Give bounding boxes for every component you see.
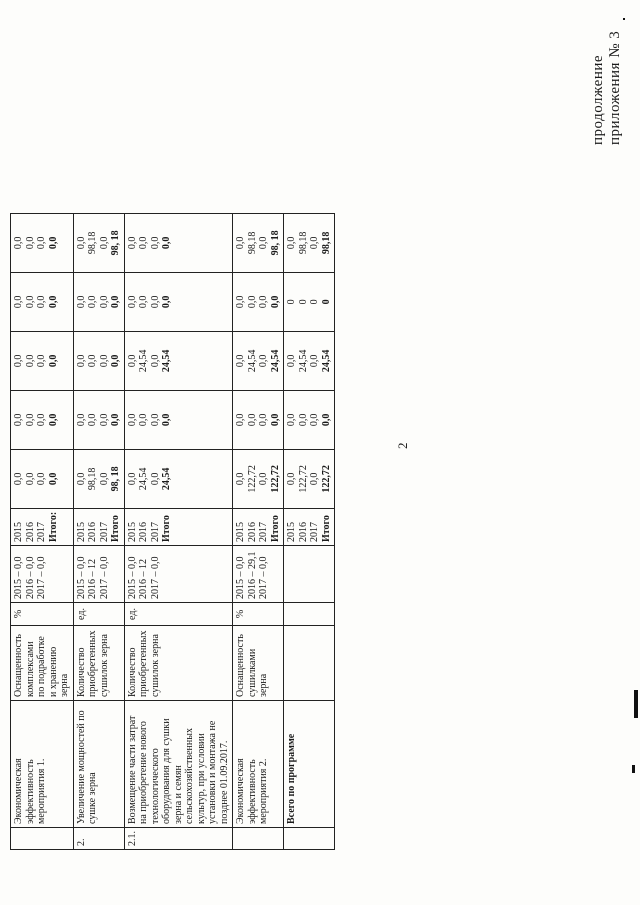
amount-cell-line: 98,18: [297, 231, 309, 255]
target-values-line: 2016 – 0,0: [24, 556, 36, 599]
amount-cell-line: 0,0: [149, 354, 161, 368]
amount-cell: [73, 390, 124, 449]
scan-mark: [632, 765, 635, 773]
amount-cell-line: 0,0: [269, 413, 281, 427]
amount-cell-line: 0,0: [13, 236, 24, 250]
amount-cell-line: 0,0: [235, 354, 246, 368]
amount-cell-line: 0,0: [149, 413, 161, 427]
row-name: Экономическая эффективность мероприятия 1.: [11, 701, 74, 828]
amount-cell-line: 0,0: [235, 236, 246, 250]
amount-cell-line: 0,0: [47, 413, 59, 427]
amount-cell: [284, 390, 335, 449]
amount-cell-line: 0,0: [246, 413, 258, 427]
amount-cell-line: 0,0: [258, 472, 269, 486]
year-cell-line: 2017: [258, 522, 269, 542]
year-cell-line: Итого: [269, 515, 281, 542]
amount-cell-line: 0,0: [47, 236, 59, 250]
amount-cell: [11, 390, 74, 449]
year-cell: [233, 508, 284, 545]
target-values: [284, 546, 335, 603]
amount-cell-line: 0,0: [297, 413, 309, 427]
amount-cell-line: 0,0: [286, 472, 297, 486]
amount-cell-line: 0,0: [13, 354, 24, 368]
amount-cell: [11, 331, 74, 390]
amount-cell-line: 122,72: [320, 465, 332, 493]
target-values: [124, 546, 233, 603]
amount-cell-line: 0,0: [235, 472, 246, 486]
row-unit: ед.: [124, 603, 233, 626]
year-cell-line: 2015: [13, 522, 24, 542]
amount-cell-line: 0,0: [138, 413, 149, 427]
amount-cell-line: 0,0: [47, 472, 59, 486]
amount-cell-line: 0,0: [98, 472, 110, 486]
amount-cell-line: 98, 18: [110, 466, 121, 492]
amount-cell-line: 24,54: [138, 467, 149, 491]
amount-cell-line: 0,0: [47, 354, 59, 368]
amount-cell-line: 0,0: [138, 236, 149, 250]
amount-cell-line: 0,0: [13, 472, 24, 486]
amount-cell: [73, 213, 124, 272]
amount-cell-line: 0,0: [75, 354, 87, 368]
year-cell-line: Итого:: [47, 511, 59, 542]
amount-cell: [124, 390, 233, 449]
amount-cell-line: 0,0: [36, 236, 47, 250]
row-number: [284, 828, 335, 850]
amount-cell: [284, 272, 335, 331]
amount-cell-line: 0,0: [138, 295, 149, 309]
amount-cell-line: 0,0: [246, 295, 258, 309]
amount-cell-line: 0,0: [286, 413, 297, 427]
amount-cell-line: 0,0: [75, 295, 87, 309]
target-values-line: 2017 – 0,0: [36, 556, 47, 599]
target-values-line: 2015 – 0,0: [126, 556, 138, 599]
amount-cell: [73, 449, 124, 508]
amount-cell-line: 0,0: [13, 413, 24, 427]
amount-cell-line: 98,18: [320, 231, 332, 255]
row-indicator: Оснащенность комплексами по подработке и хранению зерна: [11, 626, 74, 701]
target-values: [233, 546, 284, 603]
amount-cell-line: 0,0: [24, 413, 36, 427]
amount-cell-line: 0,0: [320, 413, 332, 427]
year-cell-line: 2016: [138, 522, 149, 542]
amount-cell: [233, 390, 284, 449]
amount-cell-line: 122,72: [246, 465, 258, 493]
amount-cell-line: 24,54: [246, 349, 258, 373]
year-cell-line: Итого: [161, 515, 172, 542]
amount-cell-line: 0,0: [126, 413, 138, 427]
amount-cell-line: 24,54: [269, 349, 281, 373]
amount-cell: [11, 213, 74, 272]
amount-cell: [73, 272, 124, 331]
scan-mark: [623, 18, 625, 20]
amount-cell-line: 0,0: [75, 413, 87, 427]
amount-cell-line: 0,0: [258, 295, 269, 309]
amount-cell: [233, 272, 284, 331]
amount-cell-line: 0,0: [75, 236, 87, 250]
amount-cell-line: 0,0: [98, 354, 110, 368]
year-cell: [73, 508, 124, 545]
row-number: 2.: [73, 828, 124, 850]
amount-cell-line: 0,0: [126, 472, 138, 486]
amount-cell-line: 0,0: [309, 472, 320, 486]
year-cell-line: 2016: [297, 522, 309, 542]
amount-cell-line: 0,0: [126, 295, 138, 309]
amount-cell-line: 0,0: [309, 354, 320, 368]
amount-cell-line: 24,54: [320, 349, 332, 373]
program-table: [10, 213, 335, 850]
amount-cell-line: 0,0: [126, 354, 138, 368]
row-unit: [284, 603, 335, 626]
amount-cell-line: 0,0: [269, 295, 281, 309]
page-number: 2: [395, 442, 410, 449]
year-cell-line: 2015: [126, 522, 138, 542]
amount-cell: [124, 449, 233, 508]
target-values-line: 2015 – 0,0: [235, 556, 246, 599]
target-values-line: 2017 – 0,0: [98, 556, 110, 599]
target-values-line: 2016 – 12: [138, 559, 149, 599]
amount-cell-line: 0,0: [87, 295, 98, 309]
amount-cell: [233, 331, 284, 390]
amount-cell: [124, 213, 233, 272]
year-cell-line: 2016: [246, 522, 258, 542]
target-values-line: 2017 – 0,0: [149, 556, 161, 599]
row-number: [233, 828, 284, 850]
target-values-line: 2017 – 0,0: [258, 556, 269, 599]
year-cell-line: Итого: [110, 515, 121, 542]
amount-cell-line: 0,0: [13, 295, 24, 309]
amount-cell-line: 0,0: [47, 295, 59, 309]
year-cell-line: 2015: [235, 522, 246, 542]
row-unit: %: [11, 603, 74, 626]
amount-cell-line: 0,0: [126, 236, 138, 250]
amount-cell-line: 0,0: [75, 472, 87, 486]
amount-cell: [11, 272, 74, 331]
target-values-line: 2016 – 12: [87, 559, 98, 599]
year-cell: [124, 508, 233, 545]
amount-cell-line: 0,0: [36, 354, 47, 368]
amount-cell: [284, 213, 335, 272]
amount-cell: [233, 213, 284, 272]
year-cell-line: 2016: [24, 522, 36, 542]
amount-cell-line: 0: [309, 299, 320, 305]
amount-cell-line: 0: [320, 299, 332, 305]
amount-cell-line: 0,0: [87, 413, 98, 427]
amount-cell-line: 0,0: [98, 236, 110, 250]
target-values-line: 2015 – 0,0: [13, 556, 24, 599]
year-cell: [284, 508, 335, 545]
amount-cell-line: 0,0: [286, 354, 297, 368]
amount-cell-line: 0,0: [98, 413, 110, 427]
year-cell-line: 2017: [149, 522, 161, 542]
amount-cell-line: 0: [286, 299, 297, 305]
appendix-title: продолжение приложения № 3: [590, 30, 623, 145]
year-cell-line: 2015: [286, 522, 297, 542]
amount-cell-line: 24,54: [161, 467, 172, 491]
amount-cell-line: 0,0: [161, 413, 172, 427]
table-body: [11, 213, 335, 849]
year-cell-line: Итого: [320, 515, 332, 542]
amount-cell: [284, 449, 335, 508]
year-cell: [11, 508, 74, 545]
amount-cell-line: 0,0: [149, 472, 161, 486]
amount-cell-line: 0,0: [36, 472, 47, 486]
amount-cell-line: 0,0: [258, 236, 269, 250]
table-row: [124, 213, 233, 849]
amount-cell-line: 122,72: [297, 465, 309, 493]
amount-cell-line: 98, 18: [269, 230, 281, 256]
amount-cell-line: 0,0: [36, 295, 47, 309]
amount-cell-line: 98,18: [246, 231, 258, 255]
row-number: [11, 828, 74, 850]
amount-cell-line: 98,18: [87, 231, 98, 255]
year-cell-line: 2017: [98, 522, 110, 542]
amount-cell-line: 122,72: [269, 465, 281, 493]
amount-cell-line: 0,0: [24, 295, 36, 309]
amount-cell-line: 98,18: [87, 467, 98, 491]
year-cell-line: 2017: [309, 522, 320, 542]
amount-cell-line: 0,0: [24, 236, 36, 250]
amount-cell: [124, 272, 233, 331]
scan-mark: [634, 690, 638, 718]
target-values-line: 2016 – 29,1: [246, 551, 258, 599]
amount-cell-line: 0,0: [87, 354, 98, 368]
row-indicator: Количество приобретенных сушилок зерна: [124, 626, 233, 701]
amount-cell-line: 0,0: [258, 413, 269, 427]
amount-cell-line: 0: [297, 299, 309, 305]
row-name: Увеличение мощностей по сушке зерна: [73, 701, 124, 828]
amount-cell: [233, 449, 284, 508]
amount-cell-line: 0,0: [149, 236, 161, 250]
amount-cell-line: 0,0: [286, 236, 297, 250]
table-row: [284, 213, 335, 849]
amount-cell-line: 0,0: [161, 236, 172, 250]
amount-cell-line: 0,0: [235, 413, 246, 427]
row-name: Всего по программе: [284, 701, 335, 828]
year-cell-line: 2016: [87, 522, 98, 542]
amount-cell-line: 0,0: [161, 295, 172, 309]
target-values-line: 2015 – 0,0: [75, 556, 87, 599]
amount-cell-line: 0,0: [36, 413, 47, 427]
amount-cell-line: 24,54: [161, 349, 172, 373]
amount-cell-line: 0,0: [309, 236, 320, 250]
amount-cell-line: 0,0: [110, 413, 121, 427]
row-unit: %: [233, 603, 284, 626]
amount-cell-line: 0,0: [235, 295, 246, 309]
target-values: [73, 546, 124, 603]
year-cell-line: 2017: [36, 522, 47, 542]
amount-cell-line: 0,0: [24, 472, 36, 486]
row-number: 2.1.: [124, 828, 233, 850]
amount-cell-line: 0,0: [110, 354, 121, 368]
amount-cell-line: 98, 18: [110, 230, 121, 256]
amount-cell-line: 0,0: [98, 295, 110, 309]
amount-cell-line: 0,0: [149, 295, 161, 309]
target-values: [11, 546, 74, 603]
table-row: [73, 213, 124, 849]
row-indicator: Количество приобретенных сушилок зерна: [73, 626, 124, 701]
row-indicator: [284, 626, 335, 701]
amount-cell-line: 24,54: [138, 349, 149, 373]
table-row: [11, 213, 74, 849]
amount-cell-line: 0,0: [309, 413, 320, 427]
amount-cell: [73, 331, 124, 390]
table-row: [233, 213, 284, 849]
year-cell-line: 2015: [75, 522, 87, 542]
amount-cell-line: 0,0: [110, 295, 121, 309]
amount-cell-line: 24,54: [297, 349, 309, 373]
row-unit: ед.: [73, 603, 124, 626]
row-indicator: Оснащенность сушилками зерна: [233, 626, 284, 701]
amount-cell: [124, 331, 233, 390]
amount-cell: [11, 449, 74, 508]
amount-cell-line: 0,0: [24, 354, 36, 368]
row-name: Возмещение части затрат на приобретение нового технологического оборудования для сушки зерна и семян сельскохозяйственных культур, при условии установки и монтажа не позднее 01.09.2017.: [124, 701, 233, 828]
row-name: Экономическая эффективность мероприятия 2.: [233, 701, 284, 828]
amount-cell: [284, 331, 335, 390]
amount-cell-line: 0,0: [258, 354, 269, 368]
